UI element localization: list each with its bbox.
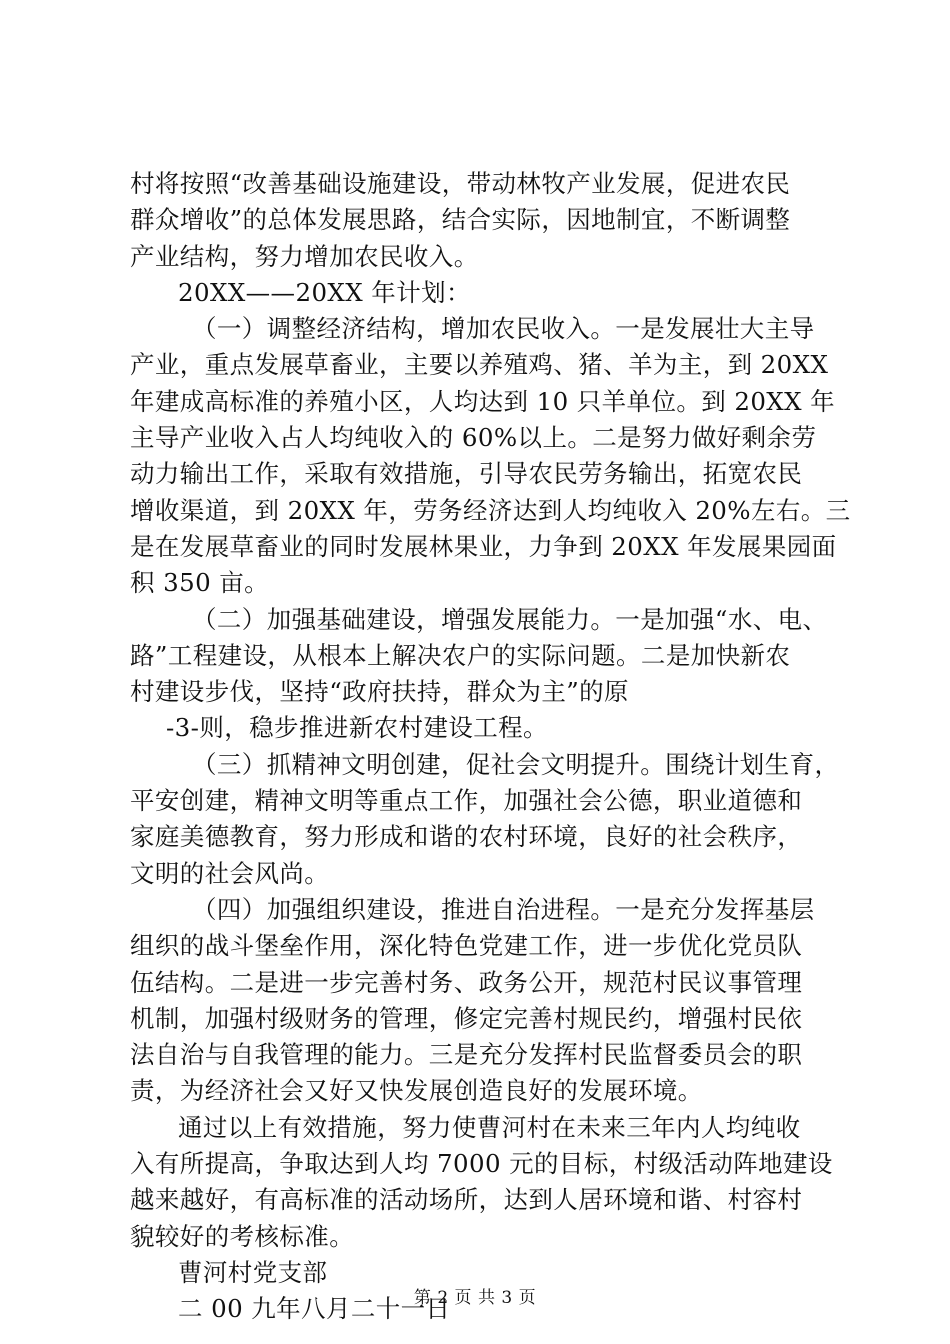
text-line: （一）调整经济结构，增加农民收入。一是发展壮大主导 [192,314,815,344]
text-line: 曹河村党支部 [178,1257,328,1287]
text-line: 产业，重点发展草畜业，主要以养殖鸡、猪、羊为主，到 20XX [130,350,829,380]
text-line: 年建成高标准的养殖小区，人均达到 10 只羊单位。到 20XX 年 [130,386,836,416]
text-line: 产业结构，努力增加农民收入。 [130,241,479,271]
page-footer: 第 2 页 共 3 页 [413,1288,537,1308]
text-line: 20XX——20XX 年计划： [178,277,471,307]
text-line: 机制，加强村级财务的管理，修定完善村规民约，增强村民依 [130,1003,803,1033]
text-line: 群众增收”的总体发展思路，结合实际，因地制宜，不断调整 [130,205,791,235]
text-line: （四）加强组织建设，推进自治进程。一是充分发挥基层 [192,894,815,924]
text-line: 路”工程建设，从根本上解决农户的实际问题。二是加快新农 [130,640,791,670]
text-line: （二）加强基础建设，增强发展能力。一是加强“水、电、 [192,604,828,634]
text-line: 二 00 九年八月二十一日 [178,1294,451,1324]
text-line: -3-则，稳步推进新农村建设工程。 [166,713,548,743]
text-line: 积 350 亩。 [130,568,270,598]
text-line: 文明的社会风尚。 [130,858,330,888]
text-line: 是在发展草畜业的同时发展林果业，力争到 20XX 年发展果园面 [130,531,837,561]
text-line: 法自治与自我管理的能力。三是充分发挥村民监督委员会的职 [130,1040,803,1070]
text-line: 村将按照“改善基础设施建设，带动林牧产业发展，促进农民 [130,169,791,198]
text-line: 动力输出工作，采取有效措施，引导农民劳务输出，拓宽农民 [130,459,803,489]
text-line: 主导产业收入占人均纯收入的 60%以上。二是努力做好剩余劳 [130,423,817,453]
text-line: 入有所提高，争取达到人均 7000 元的目标，村级活动阵地建设 [130,1149,833,1179]
text-line: 平安创建，精神文明等重点工作，加强社会公德，职业道德和 [130,786,803,816]
document-body [130,166,851,1328]
text-line: 村建设步伐，坚持“政府扶持，群众为主”的原 [130,677,629,707]
text-line: （三）抓精神文明创建，促社会文明提升。围绕计划生育， [192,749,840,779]
text-line: 貌较好的考核标准。 [130,1221,355,1251]
text-line: 责，为经济社会又好又快发展创造良好的发展环境。 [130,1076,703,1106]
text-line: 越来越好，有高标准的活动场所，达到人居环境和谐、村容村 [130,1185,803,1215]
text-line: 通过以上有效措施，努力使曹河村在未来三年内人均纯收 [178,1112,801,1142]
text-line: 伍结构。二是进一步完善村务、政务公开，规范村民议事管理 [130,967,803,997]
text-line: 增收渠道，到 20XX 年，劳务经济达到人均纯收入 20%左右。三 [130,495,851,525]
text-line: 组织的战斗堡垒作用，深化特色党建工作，进一步优化党员队 [130,931,803,961]
text-line: 家庭美德教育，努力形成和谐的农村环境，良好的社会秩序， [130,822,803,852]
